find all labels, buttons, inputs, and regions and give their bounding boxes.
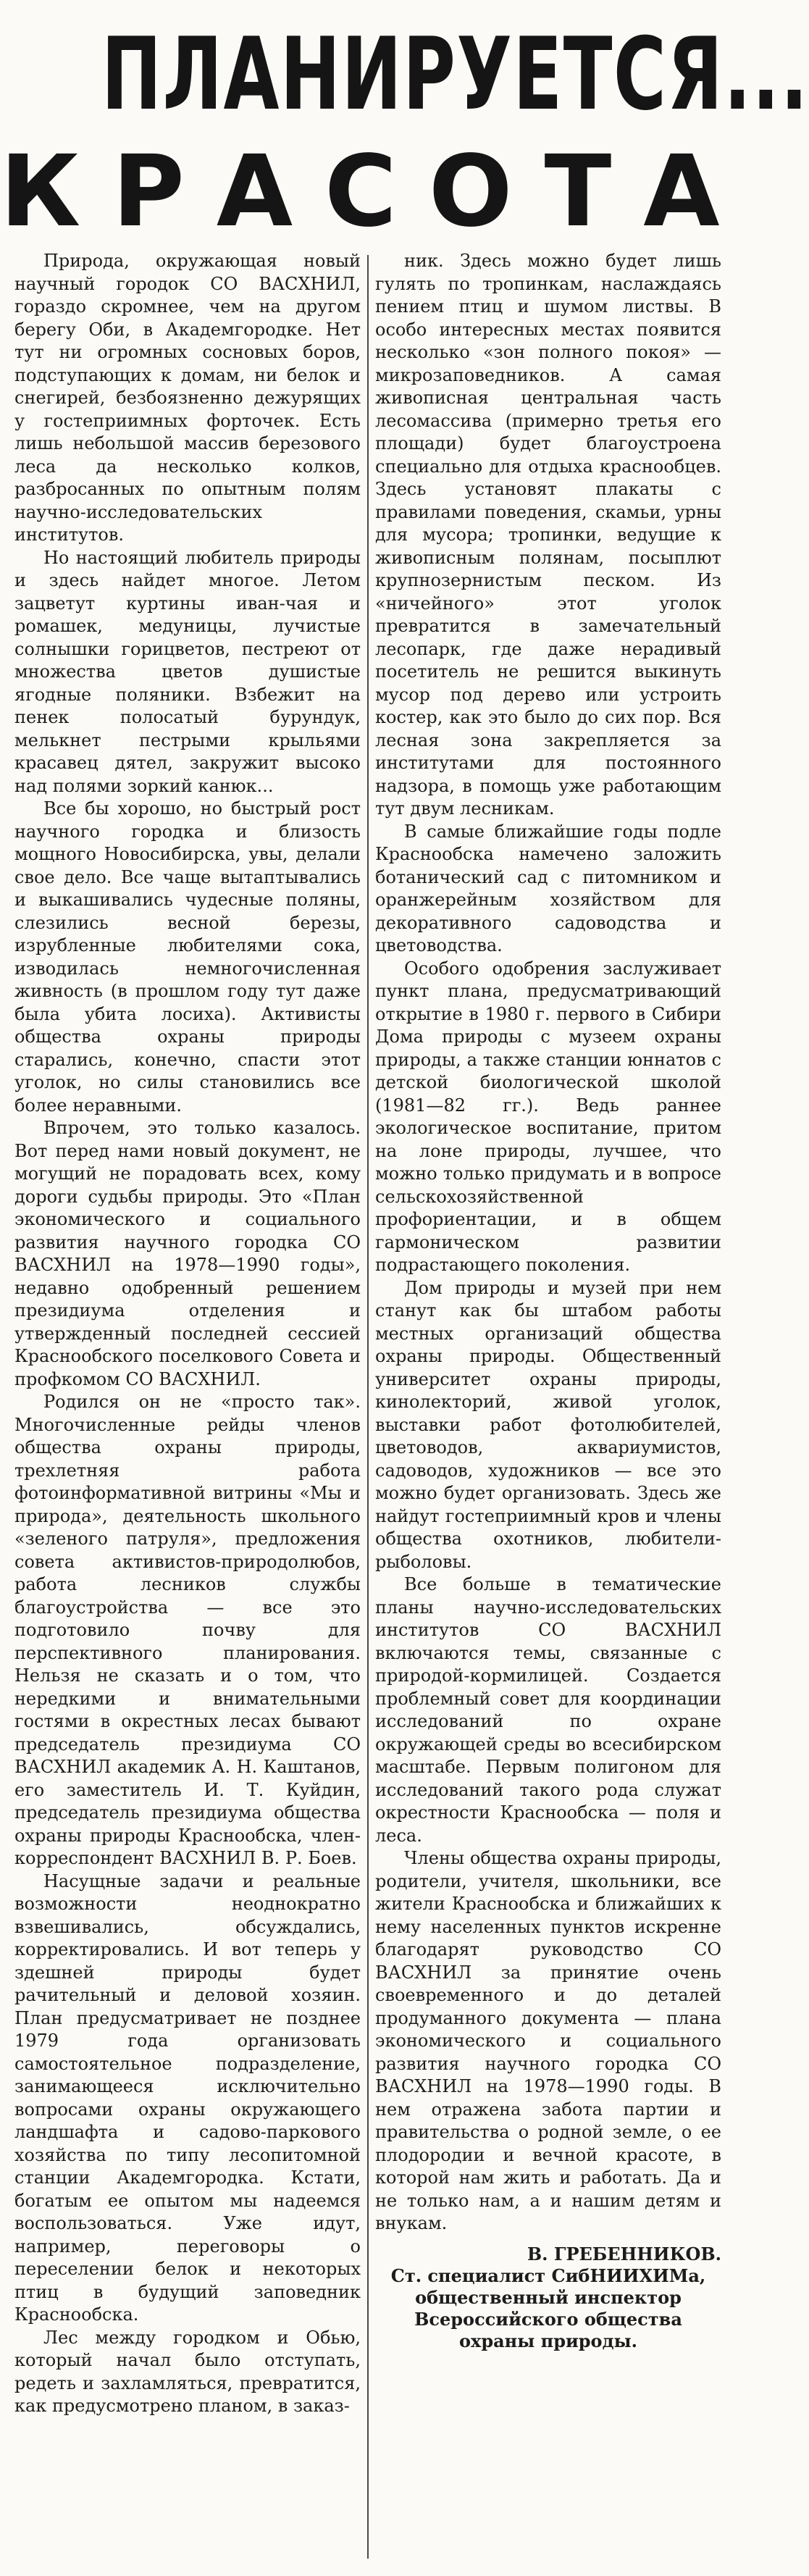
column-divider <box>367 255 369 2559</box>
paragraph: Все больше в тематические планы научно-исследовательских институтов СО ВАСХНИЛ включаются темы, связанные с природой-кормилицей. Создается проблемный совет для координации исследований по охране окружающей среды во всесибирском масштабе. Первым полигоном для исследований такого рода служат окрестности Краснообска — поля и леса. <box>375 1574 721 1846</box>
headline-line-2: КРАСОТА <box>0 135 752 249</box>
author-role: Ст. специалист СибНИИХИМа, общественный инспектор Всероссийского общества охраны природы. <box>390 2265 706 2351</box>
paragraph: Особого одобрения заслуживает пункт плана, предусматривающий открытие в 1980 г. первого в Сибири Дома природы с музеем охраны природы, а также станции юннатов с детской биологической школой (1981—82 гг.). Ведь раннее экологическое воспитание, притом на лоне природы, лучшее, что можно только придумать и в вопросе сельскохозяйственной профориентации, и в общем гармоническом развитии подрастающего поколения. <box>375 958 721 1275</box>
paragraph: Лес между городком и Обью, который начал было отступать, редеть и захламляться, превратится, как предусмотрено планом, в заказ- <box>14 2327 361 2416</box>
headline-line-1: ПЛАНИРУЕТСЯ... <box>101 16 809 133</box>
paragraph: Родился он не «просто так». Многочисленные рейды членов общества охраны природы, трехлетняя работа фотоинформативной витрины «Мы и природа», деятельность школьного «зеленого патруля», предложения совета активистов-природолюбов, работа лесников службы благоустройства — все это подготовило почву для перспективного планирования. Нельзя не сказать и о том, что нередкими и внимательными гостями в окрестных лесах бывают председатель президиума СО ВАСХНИЛ академик А. Н. Каштанов, его заместитель И. Т. Куйдин, председатель президиума общества охраны природы Краснообска, член-корреспондент ВАСХНИЛ В. Р. Боев. <box>14 1392 361 1868</box>
paragraph: Но настоящий любитель природы и здесь найдет многое. Летом зацветут куртины иван-чая и ромашек, медуницы, лучистые солнышки горицветов, пестреют от множества цветов душистые ягодные поляники. Взбежит на пенек полосатый бурундук, мелькнет пестрыми крыльями красавец дятел, закружит высоко над полями зоркий канюк... <box>14 547 361 796</box>
paragraph: Все бы хорошо, но быстрый рост научного городка и близость мощного Новосибирска, увы, делали свое дело. Все чаще вытаптывались и выкашивались чудесные поляны, слезились весной березы, изрубленные любителями сока, изводилась немногочисленная живность (в прошлом году тут даже была убита лосиха). Активисты общества охраны природы старались, конечно, спасти этот уголок, но силы становились все более неравными. <box>14 798 361 1116</box>
paragraph: Насущные задачи и реальные возможности неоднократно взвешивались, обсуждались, корректировались. И вот теперь у здешней природы будет рачительный и деловой хозяин. План предусматривает не позднее 1979 года организовать самостоятельное подразделение, занимающееся исключительно вопросами охраны окружающего ландшафта и садово-паркового хозяйства по типу лесопитомной станции Академгородка. Кстати, богатым ее опытом мы надеемся воспользоваться. Уже идут, например, переговоры о переселении белок и некоторых птиц в будущий заповедник Краснообска. <box>14 1870 361 2325</box>
left-column <box>14 250 361 2568</box>
paragraph: Дом природы и музей при нем станут как бы штабом работы местных организаций общества охраны природы. Общественный университет охраны природы, кинолекторий, живой уголок, выставки работ фотолюбителей, цветоводов, аквариумистов, садоводов, художников — все это можно будет организовать. Здесь же найдут гостеприимный кров и члены общества охотников, любители-рыболовы. <box>375 1277 721 1572</box>
paragraph: Впрочем, это только казалось. Вот перед нами новый документ, не могущий не порадовать всех, кому дороги судьбы природы. Это «План экономического и социального развития научного городка СО ВАСХНИЛ на 1978—1990 годы», недавно одобренный решением президиума отделения и утвержденный последней сессией Краснообского поселкового Совета и профкомом СО ВАСХНИЛ. <box>14 1118 361 1389</box>
author-name: В. ГРЕБЕННИКОВ. <box>527 2243 721 2265</box>
paragraph: Члены общества охраны природы, родители, учителя, школьники, все жители Краснообска и ближайших к нему населенных пунктов искренне благодарят руководство СО ВАСХНИЛ за принятие очень своевременного и до деталей продуманного документа — плана экономического и социального развития научного городка СО ВАСХНИЛ на 1978—1990 годы. В нем отражена забота партии и правительства о родной земле, о ее плодородии и вечной красоте, в которой нам жить и работать. Да и не только нам, а и нашим детям и внукам. <box>375 1848 721 2233</box>
paragraph: Природа, окружающая новый научный городок СО ВАСХНИЛ, гораздо скромнее, чем на другом берегу Оби, в Академгородке. Нет тут ни огромных сосновых боров, подступающих к домам, ни белок и снегирей, безбоязненно дежурящих у гостеприимных форточек. Есть лишь небольшой массив березового леса да несколько колков, разбросанных по опытным полям научно-исследовательских институтов. <box>14 251 361 545</box>
paragraph: В самые ближайшие годы подле Краснообска намечено заложить ботанический сад с питомником и оранжерейным хозяйством для декоративного садоводства и цветоводства. <box>375 821 721 955</box>
paragraph: ник. Здесь можно будет лишь гулять по тропинкам, наслаждаясь пением птиц и шумом листвы. В особо интересных местах появится несколько «зон полного покоя» — микрозаповедников. А самая живописная центральная часть лесомассива (примерно третья его площади) будет благоустроена специально для отдыха краснообцев. Здесь установят плакаты с правилами поведения, скамьи, урны для мусора; тропинки, ведущие к живописным полянам, посыплют крупнозернистым песком. Из «ничейного» этот уголок превратится в замечательный лесопарк, где даже нерадивый посетитель не решится выкинуть мусор под дерево или устроить костер, как это было до сих пор. Вся лесная зона закрепляется за институтами для постоянного надзора, в помощь уже работающим тут двум лесникам. <box>375 251 721 819</box>
right-column <box>375 250 721 2568</box>
